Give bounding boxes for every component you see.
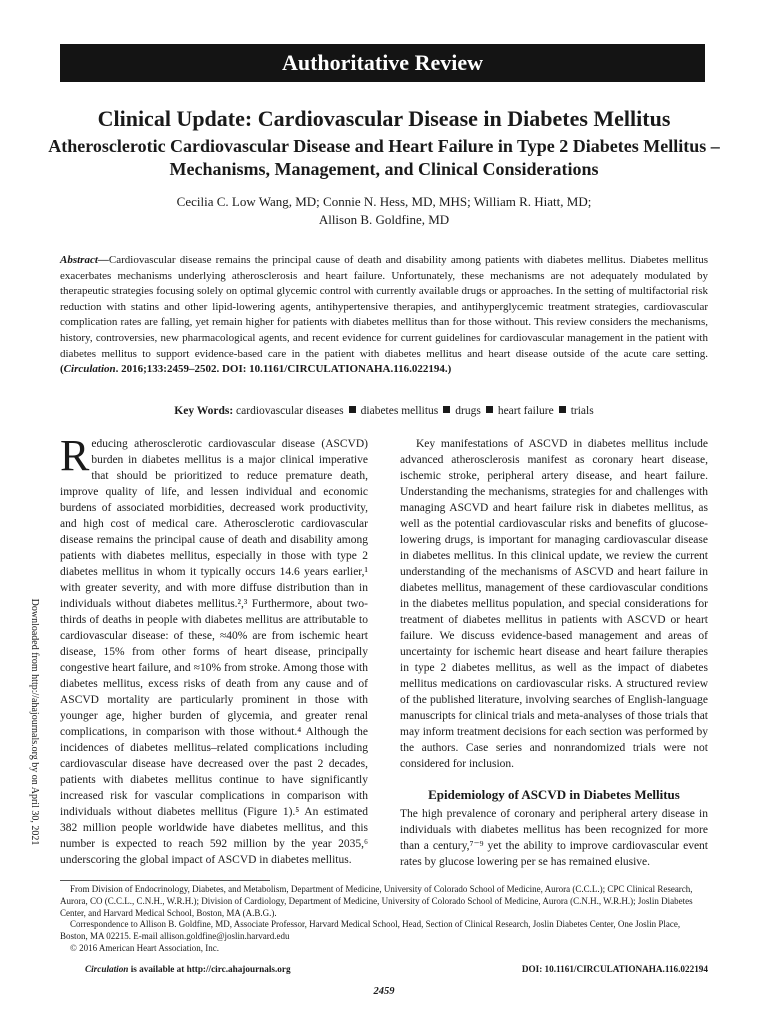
article-title: Clinical Update: Cardiovascular Disease in Diabetes Mellitus bbox=[97, 106, 671, 131]
keyword: drugs bbox=[455, 405, 481, 417]
drop-cap: R bbox=[60, 431, 90, 480]
keyword-separator bbox=[443, 406, 450, 413]
section-paragraph: The high prevalence of coronary and peripheral artery disease in individuals with diabetes mellitus has been recognized for more than a century,⁷⁻⁹ yet the ability to improve cardiovascular event rates by glucose lowering per se has remained elusive. bbox=[400, 808, 708, 868]
abstract-citation: . 2016;133:2459–2502. DOI: 10.1161/CIRCULATIONAHA.116.022194.) bbox=[115, 363, 452, 376]
journal-url-text: is available at http://circ.ahajournals.org bbox=[128, 964, 291, 974]
abstract-label: Abstract bbox=[60, 254, 98, 266]
page-number: 2459 bbox=[373, 986, 395, 997]
keyword: heart failure bbox=[497, 405, 554, 417]
abstract-citation-journal: Circulation bbox=[63, 363, 116, 376]
abstract bbox=[60, 253, 708, 378]
article-subtitle: Atherosclerotic Cardiovascular Disease and Heart Failure in Type 2 Diabetes Mellitus – Mechanisms, Management, and Clinical Considerations bbox=[48, 136, 720, 179]
correspondence-footnote: Correspondence to Allison B. Goldfine, MD, Associate Professor, Harvard Medical School, Head, Section of Clinical Research, Joslin Diabetes Center, One Joslin Place, Boston, MA 02215. E-mail allison.goldfine@joslin.harvard.edu bbox=[60, 919, 681, 942]
body-column-left bbox=[60, 431, 368, 868]
footnote-rule bbox=[60, 880, 270, 881]
journal-name: Circulation bbox=[85, 964, 129, 974]
intro-text: educing atherosclerotic cardiovascular disease (ASCVD) burden in diabetes mellitus is a major clinical imperative that should be prioritized to reduce premature death, improve quality of life, and lessen individual and economic burdens of associated morbidities, decreased work productivity, and high cost of medical care. Atherosclerotic cardiovascular disease remains the principal cause of death and disability among patients with diabetes mellitus, especially in those with type 2 diabetes mellitus in whom it typically occurs 14.6 years earlier,¹ with greater severity, and with more diffuse distribution than in individuals without diabetes mellitus.²,³ Furthermore, about two-thirds of deaths in people with diabetes mellitus are attributable to cardiovascular disease: of these, ≈40% are from ischemic heart disease, 15% from other forms of heart disease, principally congestive heart failure, and ≈10% from stroke. Among those with diabetes mellitus, excess risks of death from any cause and of ASCVD mortality are particularly prominent in those with younger age, higher burden of glycemia, and greater renal complications, in comparison with those without.⁴ Although the incidences of diabetes mellitus–related complications including cardiovascular disease have decreased over the past 2 decades, patients with diabetes mellitus continue to have significantly increased risk for vascular complications in comparison with individuals without diabetes mellitus (Figure 1).⁵ An estimated 382 million people worldwide have diabetes mellitus, and this number is expected to reach 592 million by the year 2035,⁶ underscoring the global impact of ASCVD in diabetes mellitus. bbox=[60, 438, 368, 866]
doi-text: DOI: 10.1161/CIRCULATIONAHA.116.022194 bbox=[521, 964, 708, 974]
key-words-label: Key Words: bbox=[174, 405, 234, 417]
authors-line-2: Allison B. Goldfine, MD bbox=[318, 212, 450, 227]
authors-line-1: Cecilia C. Low Wang, MD; Connie N. Hess, MD, MHS; William R. Hiatt, MD; bbox=[176, 194, 592, 209]
keyword: trials bbox=[570, 405, 594, 417]
intro-paragraph bbox=[60, 431, 368, 868]
article-type-banner: Authoritative Review bbox=[60, 44, 705, 82]
keyword-separator bbox=[559, 406, 566, 413]
keyword-separator bbox=[349, 406, 356, 413]
download-note: Downloaded from http://ahajournals.org by on April 30, 2021 bbox=[29, 598, 40, 846]
body-column-right bbox=[400, 436, 708, 870]
author-list bbox=[60, 193, 708, 229]
key-words bbox=[60, 403, 708, 419]
section-heading: Epidemiology of ASCVD in Diabetes Mellitus bbox=[428, 787, 680, 802]
copyright-notice: © 2016 American Heart Association, Inc. bbox=[70, 942, 220, 953]
affiliations-footnote: From Division of Endocrinology, Diabetes, and Metabolism, Department of Medicine, University of Colorado School of Medicine, Aurora (C.C.L.); CPC Clinical Research, Aurora, CO (C.C.L., C.N.H., W.R.H.); Division of Cardiology, Department of Medicine, University of Colorado School of Medicine, Aurora (C.N.H., W.R.H.); Joslin Diabetes Center, and Harvard Medical School, Boston, MA (A.B.G.). bbox=[60, 884, 693, 918]
keyword: cardiovascular diseases bbox=[236, 405, 344, 417]
abstract-dash: — bbox=[97, 254, 109, 266]
abstract-citation-open: ( bbox=[60, 363, 64, 376]
body-paragraph: Key manifestations of ASCVD in diabetes mellitus include advanced atherosclerosis manifest as coronary heart disease, ischemic stroke, peripheral artery disease, and heart failure. Understanding the mechanisms, strategies for and challenges with managing ASCVD and heart failure risk in diabetes mellitus, as well as the potential cardiovascular risks and benefits of glucose-lowering drugs, is important for managing cardiovascular disease in diabetes mellitus. In this clinical update, we review the current understanding of the mechanisms of ASCVD and heart failure in diabetes mellitus, management of these cardiovascular conditions in the diabetes mellitus population, and special considerations for treatment of diabetes mellitus in patients with ASCVD or heart failure. We discuss evidence-based management and areas of uncertainty for ischemic heart disease and heart failure therapies in type 2 diabetes mellitus, as well as the impact of diabetes mellitus medications on cardiovascular risks. A structured review of the published literature, involving searches of English-language manuscripts for clinical trials and meta-analyses of those trials that may inform treatment decisions for each section was performed by the authors. Case series and nonrandomized trials were not considered for inclusion. bbox=[400, 438, 708, 770]
keyword-separator bbox=[486, 406, 493, 413]
keyword: diabetes mellitus bbox=[360, 405, 439, 417]
abstract-text: Cardiovascular disease remains the principal cause of death and disability among patients with diabetes mellitus. Diabetes mellitus exacerbates mechanisms underlying atherosclerosis and heart failure. Unfortunately, these mechanisms are not adequately modulated by therapeutic strategies focusing solely on optimal glycemic control with currently available drugs or approaches. In the setting of multifactorial risk reduction with statins and other lipid-lowering agents, antihypertensive therapies, and antihyperglycemic treatment strategies, cardiovascular complication rates are falling, yet remain higher for patients with diabetes mellitus than for those without. This review considers the mechanisms, history, controversies, new pharmacological agents, and recent evidence for current guidelines for cardiovascular management in the patient with diabetes mellitus to support evidence-based care in the patient with diabetes mellitus and heart disease outside of the acute care setting. bbox=[60, 254, 708, 360]
journal-availability bbox=[85, 963, 291, 975]
footnotes bbox=[60, 884, 708, 955]
